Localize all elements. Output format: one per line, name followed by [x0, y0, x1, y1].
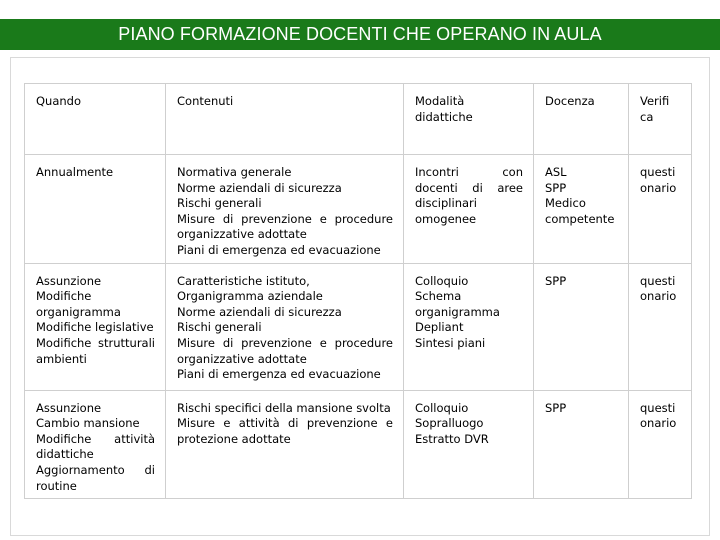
header-quando: Quando: [25, 84, 166, 155]
cell-contenuti: Normativa generale Norme aziendali di sicurezza Rischi generali Misure di prevenzione e procedure organizzative adottate Piani di emergenza ed evacuazione: [166, 155, 404, 264]
cell-modalita: Colloquio Schema organigramma Depliant Sintesi piani: [404, 263, 534, 390]
table-row: [25, 155, 692, 264]
cell-contenuti: Rischi specifici della mansione svolta Misure e attività di prevenzione e protezione adottate: [166, 390, 404, 499]
header-contenuti: Contenuti: [166, 84, 404, 155]
cell-quando: Assunzione Cambio mansione Modifiche attività didattiche Aggiornamento di routine: [25, 390, 166, 499]
cell-docenza: SPP: [534, 390, 629, 499]
header-docenza: Docenza: [534, 84, 629, 155]
title-band: [0, 19, 720, 50]
cell-verifica: questi onario: [629, 155, 692, 264]
cell-contenuti: Caratteristiche istituto, Organigramma aziendale Norme aziendali di sicurezza Rischi generali Misure di prevenzione e procedure organizzative adottate Piani di emergenza ed evacuazione: [166, 263, 404, 390]
table-row: [25, 263, 692, 390]
training-plan-table: [24, 83, 692, 499]
title-bar: [0, 0, 720, 49]
page-title: PIANO FORMAZIONE DOCENTI CHE OPERANO IN AULA: [118, 24, 602, 44]
cell-docenza: SPP: [534, 263, 629, 390]
cell-quando: Assunzione Modifiche organigramma Modifiche legislative Modifiche strutturali ambienti: [25, 263, 166, 390]
cell-modalita: Colloquio Sopralluogo Estratto DVR: [404, 390, 534, 499]
cell-verifica: questi onario: [629, 390, 692, 499]
table-row: [25, 390, 692, 499]
cell-verifica: questi onario: [629, 263, 692, 390]
cell-modalita: Incontri con docenti di aree disciplinari omogenee: [404, 155, 534, 264]
header-modalita-didattiche: Modalità didattiche: [404, 84, 534, 155]
cell-docenza: ASL SPP Medico competente: [534, 155, 629, 264]
cell-quando: Annualmente: [25, 155, 166, 264]
header-verifica: Verifi ca: [629, 84, 692, 155]
table-header-row: [25, 84, 692, 155]
